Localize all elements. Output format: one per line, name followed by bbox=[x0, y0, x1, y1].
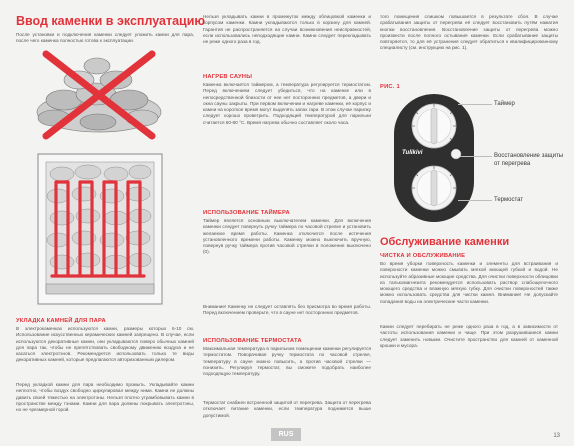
service-title: Обслуживание каменки bbox=[380, 236, 510, 248]
timer-callout: Таймер bbox=[494, 101, 515, 107]
timer-body: Таймер является основным выключателем каменки. Для включения каменки следует повернуть ручку таймера по часовой стрелке и установить желаемое время работы. Каменка отключится после истечения установленного времени работы. Каменку можно выключить вручную, повернув ручку таймера против часовой стрелки в положение выключено (0). bbox=[203, 218, 371, 255]
thermostat-body-2: Термостат снабжен встроенной защитой от перегрева. Защита от перегрева отключает питание каменки, если температура поднимется выше допустимой. bbox=[203, 400, 371, 418]
timer-heading: ИСПОЛЬЗОВАНИЕ ТАЙМЕРА bbox=[203, 210, 290, 216]
timer-warning: Внимание! Каменку не следует оставлять без присмотра во время работы. Перед включением проверьте, что в сауне нет посторонних предметов. bbox=[203, 304, 371, 316]
figure-label: РИС. 1 bbox=[380, 84, 400, 90]
heater-cutaway-illustration bbox=[30, 148, 170, 308]
stones-prohibited-illustration bbox=[24, 50, 174, 140]
stones-section-body: В электрокаменках используются камни, размеры которых 6-10 см. Использование искусственных керамических камней запрещено. В случае, если используются декоративные камни, они укладываются поверх обычных камней для пара так, чтобы не препятствовать свободному движению воздуха и не касаться электротэнов. Рекомендуется использовать только те виды декоративных камней, которые предлагаются авторизованным дилером. bbox=[16, 326, 194, 363]
language-tab: RUS bbox=[271, 428, 301, 441]
page-title: Ввод каменки в эксплуатацию bbox=[16, 14, 206, 28]
cleaning-body-2: Камни следует перебирать не реже одного раза в год, а в зависимости от частоты использования каменки и чаще. При этом разрушившиеся камни следует заменить новыми. Очистите пространство для камней от каменной крошки и мусора. bbox=[380, 324, 558, 348]
reset-button-icon bbox=[451, 149, 461, 159]
right-top-text: того помещения слишком повышается в результате сбоя. В случае срабатывания защиты от перегрева её следует восстановить путём нажатия кнопки восстановления. Восстановление защиты от перегрева можно произвести после полного остывания каменки. Если срабатывание защиты повторяется, то для её устранения следует обратиться к квалифицированному специалисту (см. инструкцию на рис. 1). bbox=[380, 14, 558, 51]
thermostat-body: Максимальная температура в парильном помещении каменки регулируется термостатом. Поворачивая ручку термостата по часовой стрелке, температуру в сауне можно повысить, а против часовой стрелки — понизить. Регулируя термостат, вы сможете подобрать наиболее подходящую температуру. bbox=[203, 346, 371, 377]
thermostat-knob bbox=[412, 166, 456, 210]
middle-top-text: Нельзя укладывать камни в промежуток между облицовкой каменки и корпусом каменки. Камни укладываются только в корзину для камней. Гарантия не распространяется на случаи возникновения неисправностей, если использовались неподходящие камни. Камни следует перекладывать не реже одного раза в год. bbox=[203, 14, 371, 45]
control-panel-graphic bbox=[390, 92, 478, 224]
cleaning-heading: ЧИСТКА И ОБСЛУЖИВАНИЕ bbox=[380, 253, 466, 259]
heating-heading: НАГРЕВ САУНЫ bbox=[203, 74, 253, 80]
cleaning-body: Во время уборки поверхность каменки и элементы для встраивания и поверхности каменки можно смывать мягкой моющей губкой и водой. Не используйте абразивные моющие средства. Для очистки поверхности облицовки из талькомагнезита рекомендуется использовать раствор слабощелочного моющего средства и влажную мягкую губку. Для очистки поверхностей также можно использовать средства для чистки камня. Внимание! Не допускайте попадания воды на электрические части каменки. bbox=[380, 261, 558, 304]
thermostat-callout-line bbox=[458, 200, 492, 201]
heating-body: Каменка включается таймером, а температура регулируется термостатом. Перед включением следует убедиться, что на каменке или в непосредственной близости от нее нет посторонних предметов, а двери и окна сауны закрыты. При первом включении и нагреве каменки, её корпус и камни на короткое время могут выделять запах гари. В этом случае парилку следует хорошо проветрить. Подходящей температурой для парильни считается 60-80 °C. Время нагрева обычно составляет около часа. bbox=[203, 82, 371, 125]
brand-logo: Tulikivi bbox=[402, 150, 423, 156]
reset-callout-line bbox=[460, 156, 492, 157]
timer-callout-line bbox=[458, 104, 492, 105]
stones-section-heading: УКЛАДКА КАМНЕЙ ДЛЯ ПАРА bbox=[16, 318, 106, 324]
thermostat-heading: ИСПОЛЬЗОВАНИЕ ТЕРМОСТАТА bbox=[203, 338, 302, 344]
page-number: 13 bbox=[553, 433, 560, 439]
timer-knob bbox=[412, 104, 456, 148]
stones-section-body-2: Перед укладкой камни для пара необходимо промыть. Укладывайте камни неплотно, чтобы воздух свободно циркулировал между ними. Камни не должны давить своей тяжестью на электротэны. Нельзя плотно утрамбовывать камни в пространстве между тэнами. Камни для пара должны покрывать электротэны, но не чрезмерной горой. bbox=[16, 382, 194, 413]
reset-callout: Восстановление защиты от перегрева bbox=[494, 153, 563, 167]
thermostat-callout: Термостат bbox=[494, 197, 524, 203]
control-panel-figure bbox=[390, 92, 478, 224]
intro-text: После установки и подключения каменки следует уложить камни для пара, после чего каменка полностью готова к эксплуатации. bbox=[16, 32, 194, 44]
